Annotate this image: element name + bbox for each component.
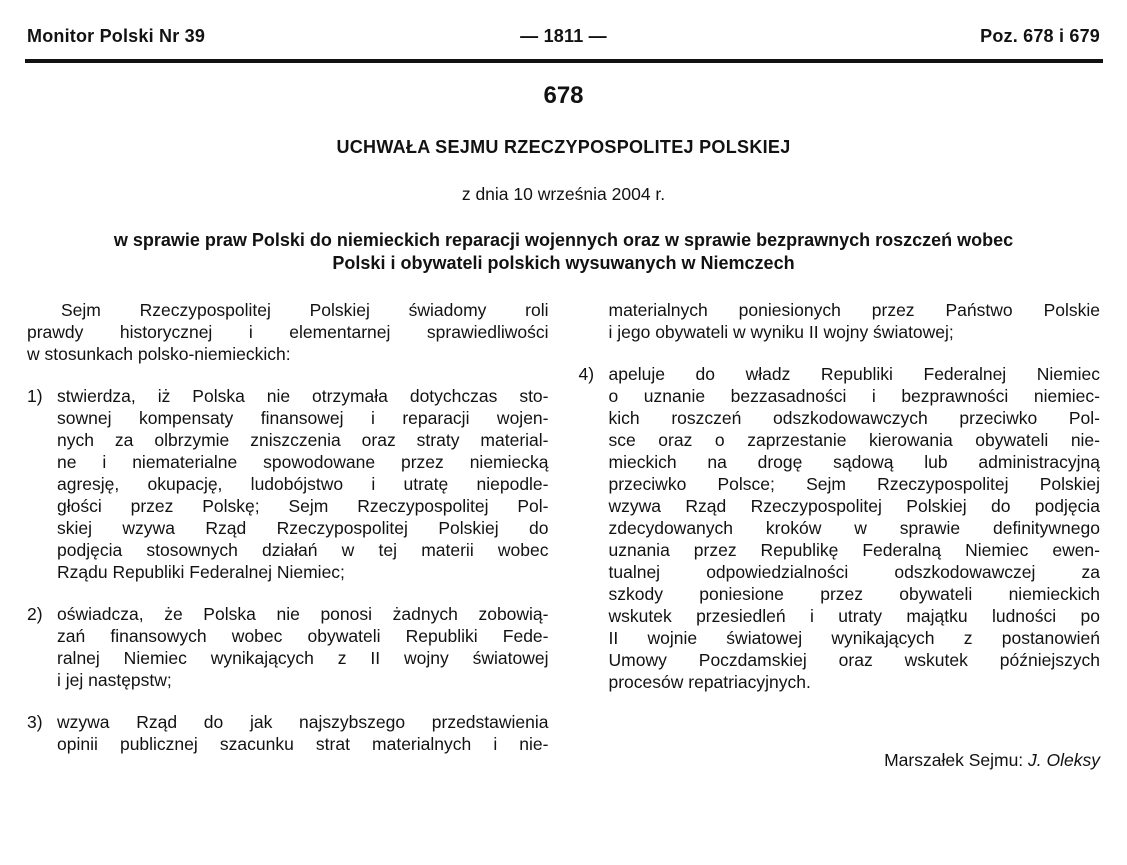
item-marker: 2)	[27, 604, 43, 624]
text-line: materialnych poniesionych przez Państwo Polskie	[608, 300, 1100, 320]
text-line: sce oraz o zaprzestanie kierowania obywateli nie-	[608, 430, 1100, 450]
paragraph-lines	[27, 299, 549, 365]
text-line: wzywa Rząd Rzeczypospolitej Polskiej do podjęcia	[608, 496, 1100, 516]
continuation-paragraph	[579, 299, 1101, 343]
paragraph-lines	[57, 711, 549, 755]
text-line: uznania przez Republikę Federalną Niemiec ewen-	[608, 540, 1100, 560]
header-divider-rule	[25, 59, 1103, 63]
item-marker: 1)	[27, 386, 43, 406]
text-line: i jego obywateli w wyniku II wojny światowej;	[608, 322, 954, 342]
running-head	[27, 26, 1100, 47]
text-line: przeciwko Polsce; Sejm Rzeczypospolitej Polskiej	[608, 474, 1100, 494]
text-line: zań finansowych wobec obywateli Republiki Fede-	[57, 626, 549, 646]
text-line: zdecydowanych kroków w sprawie definitywnego	[608, 518, 1100, 538]
text-line: II wojnie światowej wynikających z postanowień	[608, 628, 1100, 648]
act-subject	[27, 229, 1100, 275]
text-line: wzywa Rząd do jak najszybszego przedstawienia	[57, 712, 549, 732]
signature-name: J. Oleksy	[1028, 750, 1100, 770]
paragraph-lines	[609, 299, 1101, 343]
act-subject-line: Polski i obywateli polskich wysuwanych w Niemczech	[332, 253, 795, 273]
text-line: Sejm Rzeczypospolitej Polskiej świadomy roli	[61, 300, 549, 320]
text-line: agresję, okupację, ludobójstwo i utratę niepodle-	[57, 474, 549, 494]
item-marker: 3)	[27, 712, 43, 732]
text-line: Umowy Poczdamskiej oraz wskutek późniejszych	[608, 650, 1100, 670]
act-number: 678	[543, 82, 584, 109]
paragraph-lines	[57, 603, 549, 691]
text-line: opinii publicznej szacunku strat materialnych i nie-	[57, 734, 549, 754]
act-date: z dnia 10 września 2004 r.	[461, 184, 666, 204]
text-line: ralnej Niemiec wynikających z II wojny światowej	[57, 648, 549, 668]
item-marker: 4)	[578, 364, 595, 384]
position-reference: Poz. 678 i 679	[980, 26, 1100, 46]
text-line: stwierdza, iż Polska nie otrzymała dotychczas sto-	[57, 386, 549, 406]
act-title: UCHWAŁA SEJMU RZECZYPOSPOLITEJ POLSKIEJ	[336, 137, 791, 157]
page-number: — 1811 —	[520, 26, 607, 46]
text-line: apeluje do władz Republiki Federalnej Niemiec	[608, 364, 1100, 384]
signature	[579, 749, 1101, 771]
text-line: skiej wzywa Rząd Rzeczypospolitej Polskiej do	[57, 518, 549, 538]
text-line: szkody poniesione przez obywateli niemieckich	[608, 584, 1100, 604]
text-line: kich roszczeń odszkodowawczych przeciwko Pol-	[608, 408, 1100, 428]
list-item-1	[27, 385, 549, 583]
paragraph-lines	[57, 385, 549, 583]
text-line: nych za olbrzymie zniszczenia oraz straty material-	[57, 430, 549, 450]
column-left	[27, 299, 549, 771]
text-line: Rządu Republiki Federalnej Niemiec;	[57, 562, 345, 582]
paragraph-lines	[609, 363, 1101, 693]
column-right	[579, 299, 1101, 771]
text-line: procesów repatriacyjnych.	[608, 672, 811, 692]
intro-paragraph	[27, 299, 549, 365]
list-item-4	[579, 363, 1101, 693]
body-columns	[27, 299, 1100, 771]
text-line: głości przez Polskę; Sejm Rzeczypospolitej Pol-	[57, 496, 549, 516]
text-line: o uznanie bezzasadności i bezprawności niemiec-	[608, 386, 1100, 406]
list-item-3	[27, 711, 549, 755]
text-line: ne i niematerialne spowodowane przez niemiecką	[57, 452, 549, 472]
text-line: tualnej odpowiedzialności odszkodowawczej za	[608, 562, 1100, 582]
text-line: w stosunkach polsko-niemieckich:	[27, 344, 291, 364]
text-line: oświadcza, że Polska nie ponosi żadnych zobowią-	[57, 604, 549, 624]
act-subject-line: w sprawie praw Polski do niemieckich reparacji wojennych oraz w sprawie bezprawnych roszczeń wobec	[113, 230, 1014, 250]
text-line: wskutek przesiedleń i utraty majątku ludności po	[608, 606, 1100, 626]
text-line: mieckich na drogę sądową lub administracyjną	[608, 452, 1100, 472]
list-item-2	[27, 603, 549, 691]
text-line: podjęcia stosownych działań w tej materii wobec	[57, 540, 549, 560]
text-line: prawdy historycznej i elementarnej sprawiedliwości	[27, 322, 549, 342]
text-line: i jej następstw;	[57, 670, 172, 690]
journal-title: Monitor Polski Nr 39	[27, 26, 206, 46]
act-content	[27, 84, 1100, 771]
signature-label: Marszałek Sejmu:	[884, 750, 1029, 770]
text-line: sownej kompensaty finansowej i reparacji wojen-	[57, 408, 549, 428]
